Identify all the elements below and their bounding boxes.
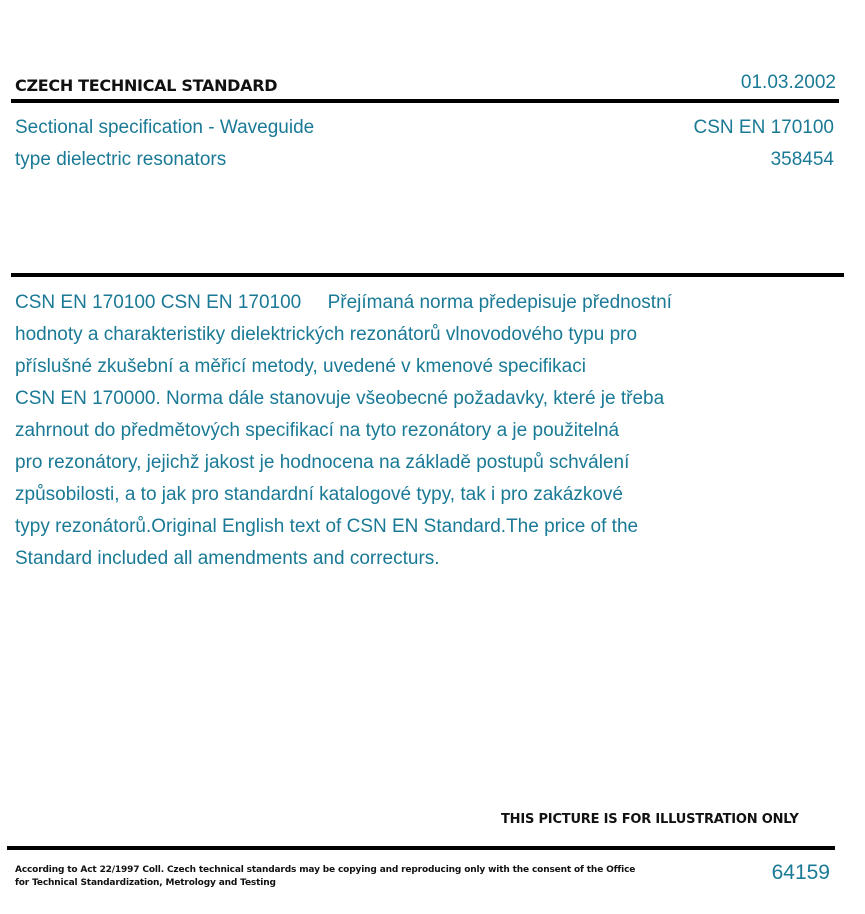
abstract-line: příslušné zkušební a měřicí metody, uvedené v kmenové specifikaci xyxy=(15,356,586,377)
abstract-line: typy rezonátorů.Original English text of CSN EN Standard.The price of the xyxy=(15,516,639,537)
abstract-line: zahrnout do předmětových specifikací na tyto rezonátory a je použitelná xyxy=(15,420,620,441)
abstract-line: hodnoty a charakteristiky dielektrických rezonátorů vlnovodového typu pro xyxy=(15,324,638,345)
abstract-line: Standard included all amendments and correcturs. xyxy=(15,548,440,569)
copyright-notice xyxy=(15,864,636,890)
standard-title-line-2: type dielectric resonators xyxy=(15,149,227,170)
abstract-line: pro rezonátory, jejichž jakost je hodnocena na základě postupů schválení xyxy=(15,452,630,473)
footer-divider xyxy=(7,846,835,850)
illustration-disclaimer: THIS PICTURE IS FOR ILLUSTRATION ONLY xyxy=(501,812,799,827)
abstract-line: způsobilosti, a to jak pro standardní katalogové typy, tak i pro zakázkové xyxy=(15,484,623,505)
document-id-number: 64159 xyxy=(771,861,830,884)
abstract-line: CSN EN 170100 CSN EN 170100 Přejímaná norma předepisuje přednostní xyxy=(15,292,672,313)
document-type-label: CZECH TECHNICAL STANDARD xyxy=(15,76,278,95)
standard-title-line-1: Sectional specification - Waveguide xyxy=(15,117,315,138)
copyright-notice-line-1: According to Act 22/1997 Coll. Czech technical standards may be copying and reproducing only with the consent of the Office xyxy=(15,865,636,875)
publication-date: 01.03.2002 xyxy=(740,72,836,93)
title-divider xyxy=(11,273,844,277)
abstract-text xyxy=(15,287,785,575)
catalog-number: 358454 xyxy=(770,149,834,170)
standard-code: CSN EN 170100 xyxy=(693,117,834,138)
abstract-line: CSN EN 170000. Norma dále stanovuje všeobecné požadavky, které je třeba xyxy=(15,388,665,409)
copyright-notice-line-2: for Technical Standardization, Metrology and Testing xyxy=(15,878,276,888)
header-divider xyxy=(11,99,839,103)
